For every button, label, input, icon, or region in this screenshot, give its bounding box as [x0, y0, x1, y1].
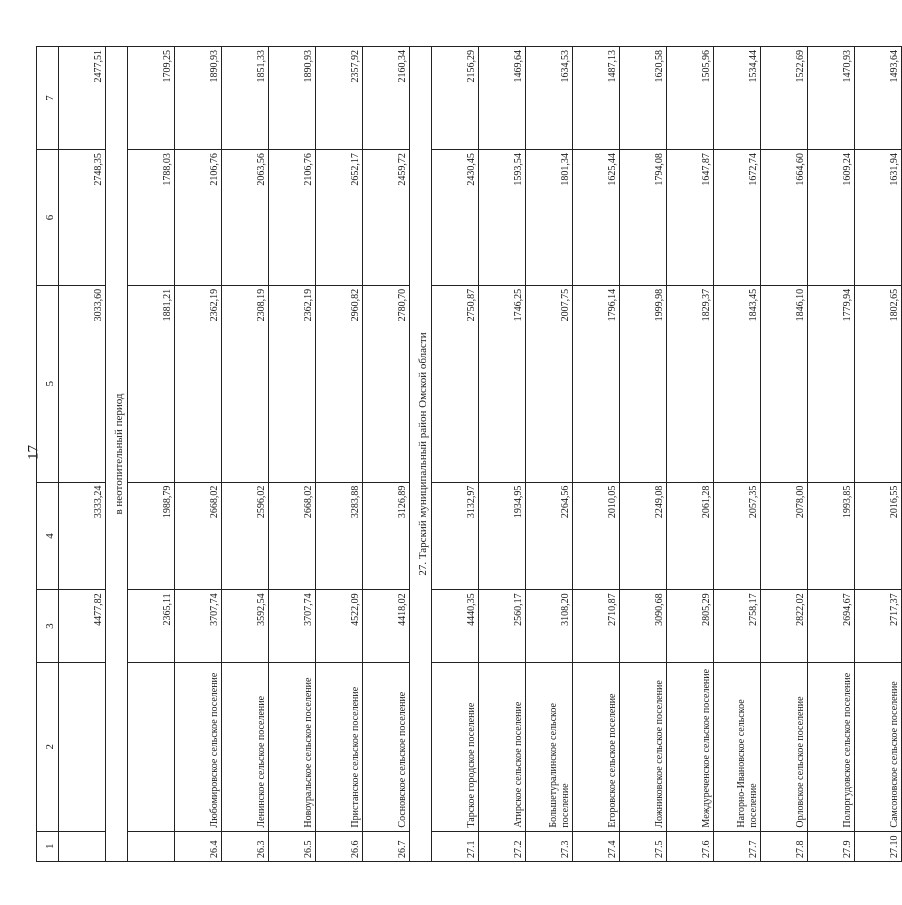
header-cell-6: 6: [37, 150, 59, 286]
table-row: [269, 47, 316, 862]
page-number: 17: [25, 445, 42, 460]
value-col-4: 2668,02: [269, 482, 316, 590]
settlement-name: Пристанское сельское поселение: [316, 662, 363, 831]
settlement-name: [128, 662, 175, 831]
value-col-6: 1593,54: [479, 150, 526, 286]
value-col-3: 2710,87: [573, 590, 620, 663]
table-row: [855, 47, 902, 862]
value-col-4: 2264,56: [526, 482, 573, 590]
value-col-7: 1522,69: [761, 47, 808, 150]
value-col-4: 2596,02: [222, 482, 269, 590]
value-col-7: 1493,64: [855, 47, 902, 150]
value-col-6: 2063,56: [222, 150, 269, 286]
value-col-7: 1634,53: [526, 47, 573, 150]
value-col-5: 2780,70: [363, 285, 410, 482]
table-row: [620, 47, 667, 862]
settlement-name: Егоровское сельское поселение: [573, 662, 620, 831]
settlement-name: Большетуралинское сельское поселение: [526, 662, 573, 831]
value-col-5: 1779,94: [808, 285, 855, 482]
value-col-3: 2365,11: [128, 590, 175, 663]
value-col-3: 3108,20: [526, 590, 573, 663]
settlement-name: Новоуральское сельское поселение: [269, 662, 316, 831]
table-row: [222, 47, 269, 862]
table-row: [128, 47, 175, 862]
settlement-name: Самсоновское сельское поселение: [855, 662, 902, 831]
settlement-name: Нагорно-Ивановское сельское поселение: [714, 662, 761, 831]
value-col-7: 1851,33: [222, 47, 269, 150]
value-col-7: 2477,51: [59, 47, 106, 150]
value-col-5: 3033,60: [59, 285, 106, 482]
value-col-4: 2016,55: [855, 482, 902, 590]
section-tara-district: [410, 47, 432, 862]
settlement-name: Тарское городское поселение: [432, 662, 479, 831]
value-col-6: 1647,87: [667, 150, 714, 286]
value-col-7: 1890,93: [269, 47, 316, 150]
value-col-6: 1788,03: [128, 150, 175, 286]
row-number: 26.4: [175, 831, 222, 861]
tariff-table: [36, 46, 902, 862]
row-number: 27.1: [432, 831, 479, 861]
settlement-name: Сосновское сельское поселение: [363, 662, 410, 831]
value-col-3: 2694,67: [808, 590, 855, 663]
value-col-5: 2308,19: [222, 285, 269, 482]
value-col-3: 4440,35: [432, 590, 479, 663]
value-col-7: 1534,44: [714, 47, 761, 150]
header-cell-5: 5: [37, 285, 59, 482]
value-col-4: 1934,95: [479, 482, 526, 590]
value-col-5: 2362,19: [269, 285, 316, 482]
value-col-3: 2822,02: [761, 590, 808, 663]
value-col-6: 1672,74: [714, 150, 761, 286]
value-col-3: 3707,74: [269, 590, 316, 663]
value-col-4: 2668,02: [175, 482, 222, 590]
row-number: 27.8: [761, 831, 808, 861]
row-number: [128, 831, 175, 861]
rotated-page: [36, 46, 900, 862]
value-col-7: 1487,13: [573, 47, 620, 150]
value-col-7: 1469,64: [479, 47, 526, 150]
table-row: [761, 47, 808, 862]
value-col-3: 4522,09: [316, 590, 363, 663]
table-row: [667, 47, 714, 862]
value-col-6: 1801,34: [526, 150, 573, 286]
header-cell-3: 3: [37, 590, 59, 663]
table-row: [808, 47, 855, 862]
row-number: 26.7: [363, 831, 410, 861]
value-col-4: 2061,28: [667, 482, 714, 590]
table-row: [363, 47, 410, 862]
value-col-7: 2160,34: [363, 47, 410, 150]
value-col-3: 3090,68: [620, 590, 667, 663]
row-number: 27.3: [526, 831, 573, 861]
value-col-7: 1709,25: [128, 47, 175, 150]
row-number: 26.6: [316, 831, 363, 861]
value-col-3: 2717,37: [855, 590, 902, 663]
section-nonheating-text: в неотопительный период: [106, 47, 128, 862]
table-row: [573, 47, 620, 862]
settlement-name: Полоргудовское сельское поселение: [808, 662, 855, 831]
value-col-3: 4418,02: [363, 590, 410, 663]
value-col-3: 2805,29: [667, 590, 714, 663]
value-col-3: 2560,17: [479, 590, 526, 663]
value-col-4: 2078,00: [761, 482, 808, 590]
header-cell-1: 1: [37, 831, 59, 861]
settlement-name: [59, 662, 106, 831]
value-col-4: 2057,35: [714, 482, 761, 590]
table-row: [316, 47, 363, 862]
row-number: 27.10: [855, 831, 902, 861]
row-number: 26.5: [269, 831, 316, 861]
value-col-7: 1620,58: [620, 47, 667, 150]
row-number: [59, 831, 106, 861]
value-col-5: 1881,21: [128, 285, 175, 482]
value-col-5: 2362,19: [175, 285, 222, 482]
value-col-4: 1988,79: [128, 482, 175, 590]
header-row: [37, 47, 59, 862]
header-cell-4: 4: [37, 482, 59, 590]
value-col-4: 2010,05: [573, 482, 620, 590]
row-number: 27.4: [573, 831, 620, 861]
table-row: [479, 47, 526, 862]
value-col-6: 2748,35: [59, 150, 106, 286]
value-col-7: 1890,93: [175, 47, 222, 150]
value-col-5: 1843,45: [714, 285, 761, 482]
section-nonheating: [106, 47, 128, 862]
value-col-5: 2007,75: [526, 285, 573, 482]
value-col-5: 2750,87: [432, 285, 479, 482]
value-col-5: 1829,37: [667, 285, 714, 482]
value-col-5: 1796,14: [573, 285, 620, 482]
table-row: [175, 47, 222, 862]
table-row: [714, 47, 761, 862]
row-number: 27.2: [479, 831, 526, 861]
value-col-5: 1746,25: [479, 285, 526, 482]
section-tara-district-text: 27. Тарский муниципальный район Омской области: [410, 47, 432, 862]
header-cell-2: 2: [37, 662, 59, 831]
value-col-7: 2156,29: [432, 47, 479, 150]
row-number: 27.7: [714, 831, 761, 861]
value-col-3: 3592,54: [222, 590, 269, 663]
value-col-6: 2106,76: [175, 150, 222, 286]
value-col-7: 1470,93: [808, 47, 855, 150]
settlement-name: Ложниковское сельское поселение: [620, 662, 667, 831]
value-col-6: 2652,17: [316, 150, 363, 286]
row-number: 27.9: [808, 831, 855, 861]
value-col-6: 2106,76: [269, 150, 316, 286]
value-col-5: 1802,65: [855, 285, 902, 482]
value-col-4: 3126,89: [363, 482, 410, 590]
value-col-4: 3132,97: [432, 482, 479, 590]
settlement-name: Ленинское сельское поселение: [222, 662, 269, 831]
value-col-3: 4477,82: [59, 590, 106, 663]
value-col-5: 1999,98: [620, 285, 667, 482]
value-col-3: 2758,17: [714, 590, 761, 663]
row-number: 26.3: [222, 831, 269, 861]
table-row: [526, 47, 573, 862]
value-col-6: 1609,24: [808, 150, 855, 286]
value-col-4: 1993,85: [808, 482, 855, 590]
value-col-6: 1794,08: [620, 150, 667, 286]
value-col-6: 1631,94: [855, 150, 902, 286]
value-col-7: 1505,96: [667, 47, 714, 150]
value-col-4: 2249,08: [620, 482, 667, 590]
header-cell-7: 7: [37, 47, 59, 150]
settlement-name: Орловское сельское поселение: [761, 662, 808, 831]
row-number: 27.6: [667, 831, 714, 861]
settlement-name: Междуреченское сельское поселение: [667, 662, 714, 831]
value-col-6: 1625,44: [573, 150, 620, 286]
settlement-name: Любомировское сельское поселение: [175, 662, 222, 831]
value-col-3: 3707,74: [175, 590, 222, 663]
settlement-name: Атирское сельское поселение: [479, 662, 526, 831]
row-number: 27.5: [620, 831, 667, 861]
value-col-6: 2430,45: [432, 150, 479, 286]
value-col-6: 2459,72: [363, 150, 410, 286]
table-row: [59, 47, 106, 862]
value-col-4: 3333,24: [59, 482, 106, 590]
table-row: [432, 47, 479, 862]
value-col-6: 1664,60: [761, 150, 808, 286]
value-col-4: 3283,88: [316, 482, 363, 590]
value-col-7: 2357,92: [316, 47, 363, 150]
value-col-5: 1846,10: [761, 285, 808, 482]
value-col-5: 2960,82: [316, 285, 363, 482]
